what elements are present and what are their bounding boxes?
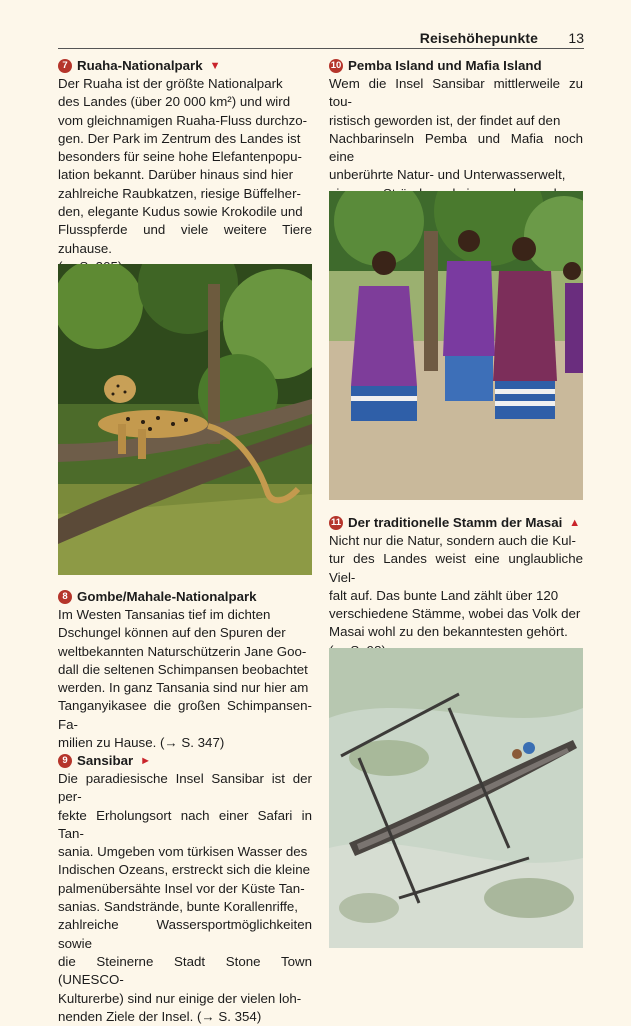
- highlight-item-8: [58, 588, 312, 752]
- text-line: vom gleichnamigen Ruaha-Fluss durchzo-: [58, 112, 308, 128]
- text-line: Tanganyikasee die großen Schimpansen-Fa-: [58, 698, 312, 732]
- item-number-badge: 9: [58, 754, 72, 768]
- map-marker-icon: ▼: [209, 60, 221, 72]
- text-line: Nachbarinseln Pemba und Mafia noch eine: [329, 130, 583, 165]
- text-line: tur des Landes weist eine unglaubliche Viel-: [329, 551, 583, 585]
- item-title: Gombe/Mahale-Nationalpark: [77, 589, 257, 604]
- item-heading: [329, 57, 583, 75]
- text-line: gen. Der Park im Zentrum des Landes ist: [58, 130, 301, 146]
- map-marker-icon: ►: [140, 755, 152, 767]
- running-header: [58, 28, 584, 48]
- text-line: Masai wohl zu den bekanntesten gehört.: [329, 624, 568, 640]
- text-line: sania. Umgeben vom türkisen Wasser des: [58, 844, 308, 860]
- highlight-item-7: [58, 57, 312, 276]
- text-line: Indischen Ozeans, erstreckt sich die kleine: [58, 862, 311, 878]
- section-title: Reisehöhepunkte: [419, 30, 538, 46]
- item-number-badge: 8: [58, 590, 72, 604]
- text-line: Kulturerbe) sind nur einige der vielen loh-: [58, 990, 302, 1006]
- item-heading: [58, 752, 312, 770]
- text-line: Der Ruaha ist der größte Nationalpark: [58, 76, 283, 91]
- highlight-item-9: [58, 752, 312, 1026]
- item-heading: [58, 588, 312, 606]
- leopard-photo: [58, 264, 312, 575]
- item-text: [329, 532, 583, 660]
- text-line: Die paradiesische Insel Sansibar ist der per-: [58, 771, 312, 805]
- text-line: weltbekannten Naturschützerin Jane Goo-: [58, 643, 307, 659]
- item-heading: [329, 514, 583, 532]
- text-line: dall die seltenen Schimpansen beobachtet: [58, 661, 308, 677]
- item-text: [58, 606, 312, 752]
- map-marker-icon: ▲: [569, 517, 581, 529]
- text-line: werden. In ganz Tansania sind nur hier am: [58, 680, 309, 696]
- text-line: Wem die Insel Sansibar mittlerweile zu tou-: [329, 76, 583, 110]
- text-line: verschiedene Stämme, wobei das Volk der: [329, 606, 581, 622]
- page-number: 13: [568, 30, 584, 46]
- masai-photo: [329, 191, 583, 500]
- text-line: besonders für seine hohe Elefantenpopu-: [58, 149, 302, 165]
- item-text: [58, 770, 312, 1026]
- item-number-badge: 11: [330, 517, 342, 528]
- item-number-badge: 10: [330, 60, 342, 71]
- text-line: lation bekannt. Darüber hinaus sind hier: [58, 167, 294, 183]
- header-rule: [58, 48, 584, 49]
- text-line: falt auf. Das bunte Land zählt über 120: [329, 587, 559, 603]
- text-line: palmenübersähte Insel vor der Küste Tan-: [58, 880, 305, 896]
- item-title: Pemba Island und Mafia Island: [348, 58, 542, 73]
- text-line: Im Westen Tansanias tief im dichten: [58, 607, 271, 622]
- text-line: unberührte Natur- und Unterwasserwelt,: [329, 167, 566, 183]
- text-line: die Steinerne Stadt Stone Town (UNESCO-: [58, 953, 312, 988]
- item-title: Ruaha-Nationalpark: [77, 58, 203, 73]
- item-heading: [58, 57, 312, 75]
- dhow-boat-photo: [329, 648, 583, 948]
- text-line: ristisch geworden ist, der findet auf den: [329, 112, 561, 128]
- highlight-item-11: [329, 514, 583, 660]
- item-number-badge: 7: [58, 59, 72, 73]
- text-line: Flusspferde und viele weitere Tiere zuhause.: [58, 222, 312, 256]
- text-line: Nicht nur die Natur, sondern auch die Kul-: [329, 533, 576, 548]
- text-line: milien zu Hause. (→ S. 347): [58, 735, 225, 751]
- text-line: Dschungel können auf den Spuren der: [58, 625, 286, 641]
- item-text: [58, 75, 312, 276]
- text-line: den, elegante Kudus sowie Krokodile und: [58, 204, 303, 220]
- text-line: fekte Erholungsort nach einer Safari in Tan-: [58, 807, 312, 841]
- text-line: sanias. Sandstrände, bunte Korallenriffe,: [58, 899, 298, 915]
- text-line: zahlreiche Wassersportmöglichkeiten sowie: [58, 917, 312, 951]
- text-line: nenden Ziele der Insel. (→ S. 354): [58, 1008, 262, 1024]
- text-line: des Landes (über 20 000 km²) und wird: [58, 94, 291, 110]
- text-line: zahlreiche Raubkatzen, riesige Büffelher-: [58, 185, 301, 201]
- item-title: Der traditionelle Stamm der Masai: [348, 515, 563, 530]
- item-title: Sansibar: [77, 753, 134, 768]
